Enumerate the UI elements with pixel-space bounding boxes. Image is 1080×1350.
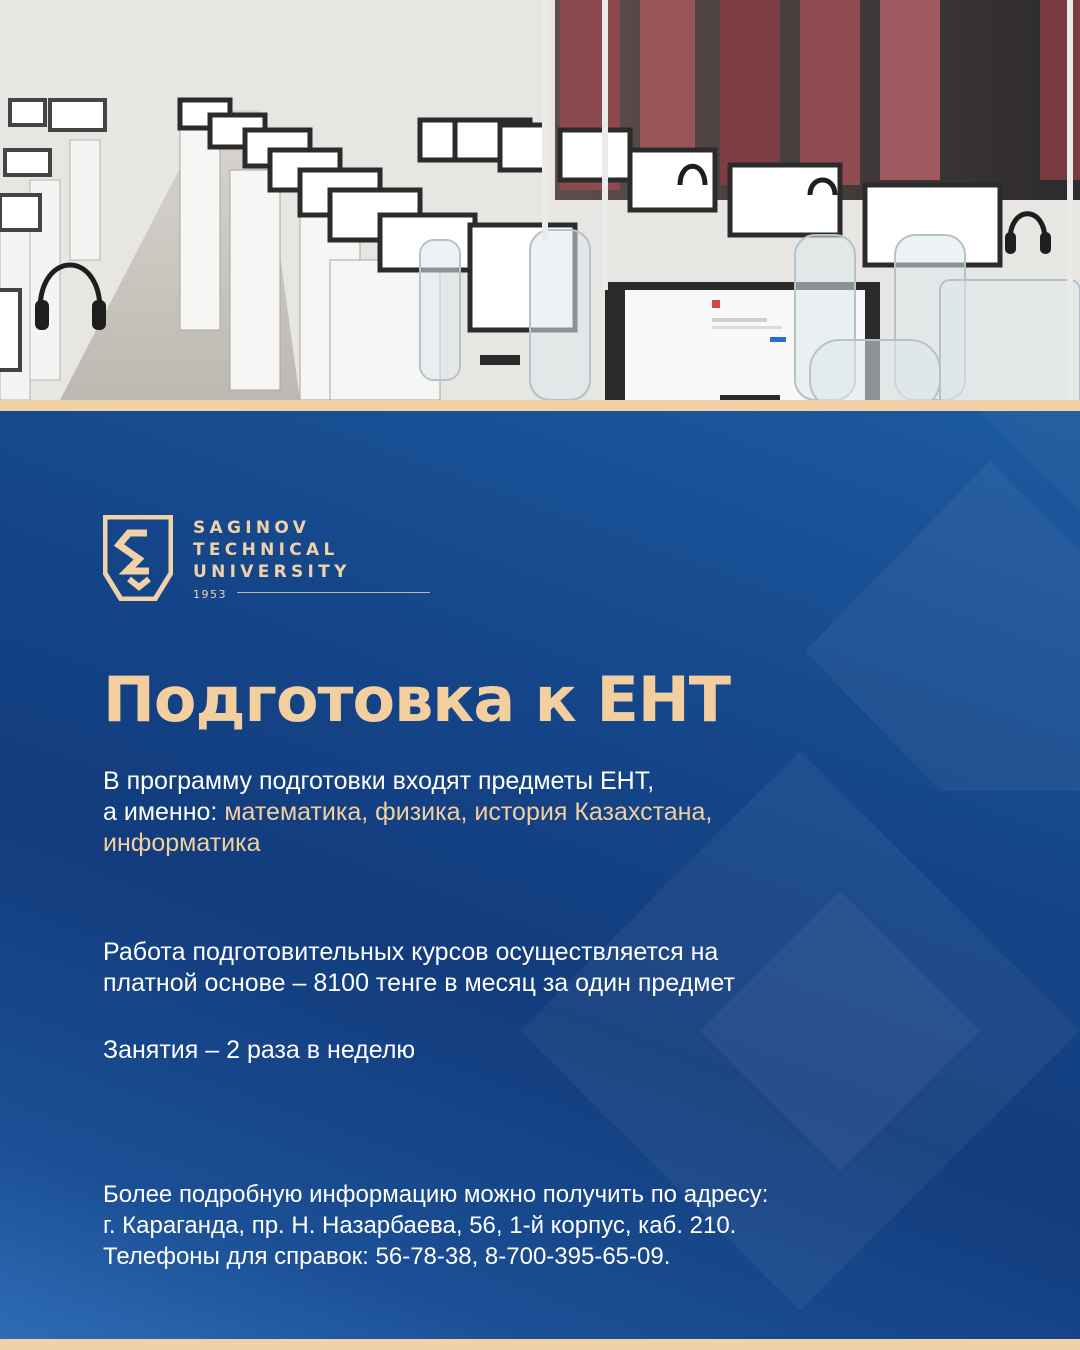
shield-s-logo-icon xyxy=(103,515,173,601)
pricing-line1: Работа подготовительных курсов осуществляется на xyxy=(103,938,719,966)
page-title: Подготовка к ЕНТ xyxy=(103,663,731,736)
logo-year-rule xyxy=(237,592,430,593)
pricing-paragraph xyxy=(103,937,735,999)
computer-lab-photo xyxy=(0,0,1080,400)
info-panel xyxy=(0,411,1080,1339)
computer-lab-illustration xyxy=(0,0,1080,400)
subjects-list-line1: математика, физика, история Казахстана, xyxy=(224,798,713,826)
subjects-paragraph xyxy=(103,766,712,859)
logo-year-row xyxy=(193,585,433,601)
schedule-text: Занятия – 2 раза в неделю xyxy=(103,1036,416,1064)
logo-line-university: UNIVERSITY xyxy=(193,562,351,582)
logo-line-technical: TECHNICAL xyxy=(193,540,339,560)
contacts-phones: Телефоны для справок: 56-78-38, 8-700-395-65-09. xyxy=(103,1243,671,1270)
contacts-address: г. Караганда, пр. Н. Назарбаева, 56, 1-й корпус, каб. 210. xyxy=(103,1212,737,1239)
bottom-gold-divider xyxy=(0,1339,1080,1350)
subjects-list-line2: информатика xyxy=(103,829,261,857)
pricing-line2: платной основе – 8100 тенге в месяц за один предмет xyxy=(103,969,735,997)
top-gold-divider xyxy=(0,400,1080,411)
contacts-line1: Более подробную информацию можно получить по адресу: xyxy=(103,1181,769,1208)
subjects-intro-line2: а именно: xyxy=(103,798,225,826)
logo-wordmark xyxy=(193,517,433,601)
subjects-intro-line1: В программу подготовки входят предметы ЕНТ, xyxy=(103,767,655,795)
logo-line-saginov: SAGINOV xyxy=(193,518,311,538)
contacts-paragraph xyxy=(103,1179,768,1272)
logo-year: 1953 xyxy=(193,588,227,601)
